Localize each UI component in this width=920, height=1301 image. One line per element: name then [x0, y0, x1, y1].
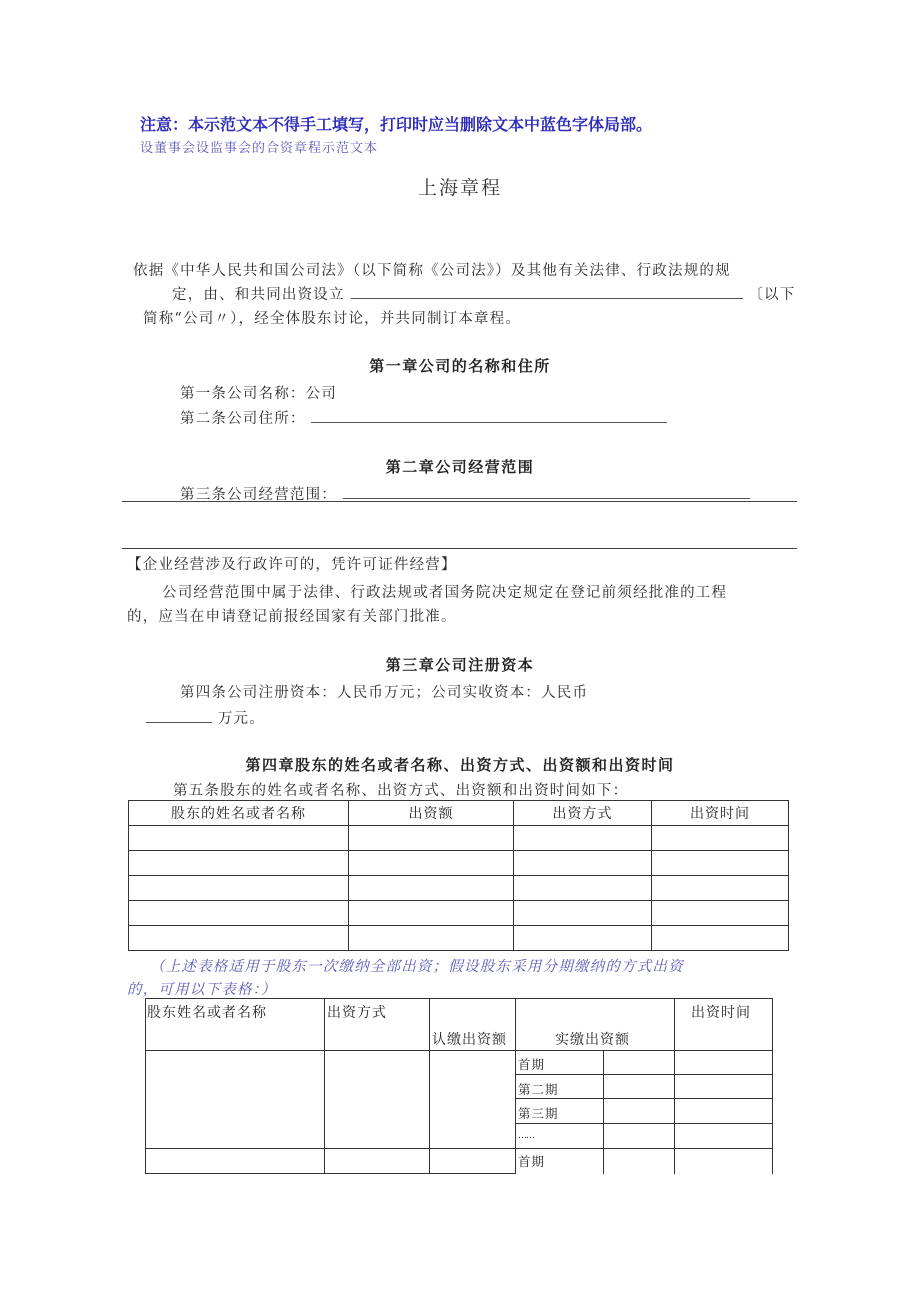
table-cell: [349, 901, 514, 926]
table-header-cell: 股东的姓名或者名称: [129, 801, 349, 826]
license-note: 【企业经营涉及行政许可的，凭许可证件经营】: [127, 557, 457, 573]
table-border: [515, 1074, 773, 1075]
table-header-cell: 出资方式: [514, 801, 652, 826]
table-row: [129, 826, 789, 851]
preamble-line-2-suffix: 〔以下: [748, 287, 796, 303]
table-border: [603, 1050, 604, 1174]
chapter-2-heading: 第二章公司经营范围: [385, 458, 535, 476]
table-row: [129, 851, 789, 876]
installment-note-line-2: 的，可用以下表格：）: [127, 982, 277, 998]
shareholder-table: [128, 800, 789, 951]
article-4-line-1: 第四条公司注册资本：人民币万元；公司实收资本：人民币: [180, 685, 589, 701]
article-2: [180, 407, 667, 428]
company-name-blank: [351, 284, 743, 299]
article-1: 第一条公司名称：公司: [180, 386, 337, 402]
template-subtitle: 设董事会设监事会的合资章程示范文本: [140, 141, 379, 156]
table-cell: [514, 876, 652, 901]
table-cell: [349, 851, 514, 876]
table-cell: [129, 826, 349, 851]
period-more: ……: [518, 1131, 534, 1141]
table-header-cell: 出资额: [349, 801, 514, 826]
preamble-line-2: [172, 283, 795, 304]
installment-note-line-1: （上述表格适用于股东一次缴纳全部出资；假设股东采用分期缴纳的方式出资: [150, 959, 684, 975]
table-cell: [129, 876, 349, 901]
table-cell: [514, 926, 652, 951]
table-cell: [652, 901, 789, 926]
chapter-1-heading: 第一章公司的名称和住所: [369, 357, 551, 375]
article-4-line-2-text: 万元。: [217, 711, 265, 727]
table-cell: [514, 851, 652, 876]
table-border: [145, 1173, 515, 1174]
address-blank: [311, 408, 667, 423]
article-3-label: 第三条公司经营范围：: [180, 487, 337, 503]
table-border: [145, 1050, 773, 1051]
table-border: [515, 1123, 773, 1124]
col-header-subscribed: 认缴出资额: [432, 1032, 507, 1048]
col-header-paid: 实缴出资额: [555, 1032, 630, 1048]
table-cell: [514, 826, 652, 851]
document-title: 上海章程: [417, 177, 502, 199]
installment-table: [145, 998, 773, 1174]
table-border: [145, 1148, 773, 1149]
scope-paragraph-line-1: 公司经营范围中属于法律、行政法规或者国务院决定规定在登记前须经批准的工程: [162, 585, 728, 601]
table-cell: [129, 901, 349, 926]
article-4-line-2: [146, 707, 265, 728]
col-header-method: 出资方式: [327, 1005, 387, 1021]
table-cell: [652, 926, 789, 951]
period-first: 首期: [518, 1057, 546, 1072]
table-header-cell: 出资时间: [652, 801, 789, 826]
table-row: [129, 876, 789, 901]
table-cell: [652, 826, 789, 851]
preamble-line-3: 简称“公司〃），经全体股东讨论，并共同制订本章程。: [143, 311, 522, 327]
scope-line-2: [122, 548, 797, 549]
article-2-label: 第二条公司住所：: [180, 411, 306, 427]
table-border: [145, 998, 773, 999]
period-first-next: 首期: [518, 1154, 546, 1169]
table-cell: [349, 926, 514, 951]
table-cell: [349, 876, 514, 901]
chapter-3-heading: 第三章公司注册资本: [385, 656, 535, 674]
table-header-row: [129, 801, 789, 826]
notice-text: 注意：本示范文本不得手工填写，打印时应当删除文本中蓝色字体局部。: [140, 115, 653, 134]
table-cell: [349, 826, 514, 851]
table-cell: [652, 876, 789, 901]
chapter-4-heading: 第四章股东的姓名或者名称、出资方式、出资额和出资时间: [245, 756, 675, 774]
col-header-name: 股东姓名或者名称: [147, 1005, 267, 1021]
article-5: 第五条股东的姓名或者名称、出资方式、出资额和出资时间如下：: [173, 783, 629, 799]
scope-paragraph-line-2: 的，应当在申请登记前报经国家有关部门批准。: [127, 609, 457, 625]
table-cell: [652, 851, 789, 876]
business-scope-blank: [343, 484, 750, 499]
preamble-line-2-prefix: 定，由、和共同出资设立: [172, 287, 345, 303]
table-cell: [514, 901, 652, 926]
col-header-time: 出资时间: [691, 1005, 751, 1021]
table-row: [129, 926, 789, 951]
table-cell: [129, 926, 349, 951]
table-cell: [129, 851, 349, 876]
table-row: [129, 901, 789, 926]
preamble-line-1: 依据《中华人民共和国公司法》（以下简称《公司法》）及其他有关法律、行政法规的规: [133, 263, 731, 279]
scope-line-1: [122, 501, 797, 502]
period-third: 第三期: [518, 1106, 559, 1121]
period-second: 第二期: [518, 1082, 559, 1097]
paid-capital-blank: [146, 708, 212, 723]
table-border: [515, 1098, 773, 1099]
